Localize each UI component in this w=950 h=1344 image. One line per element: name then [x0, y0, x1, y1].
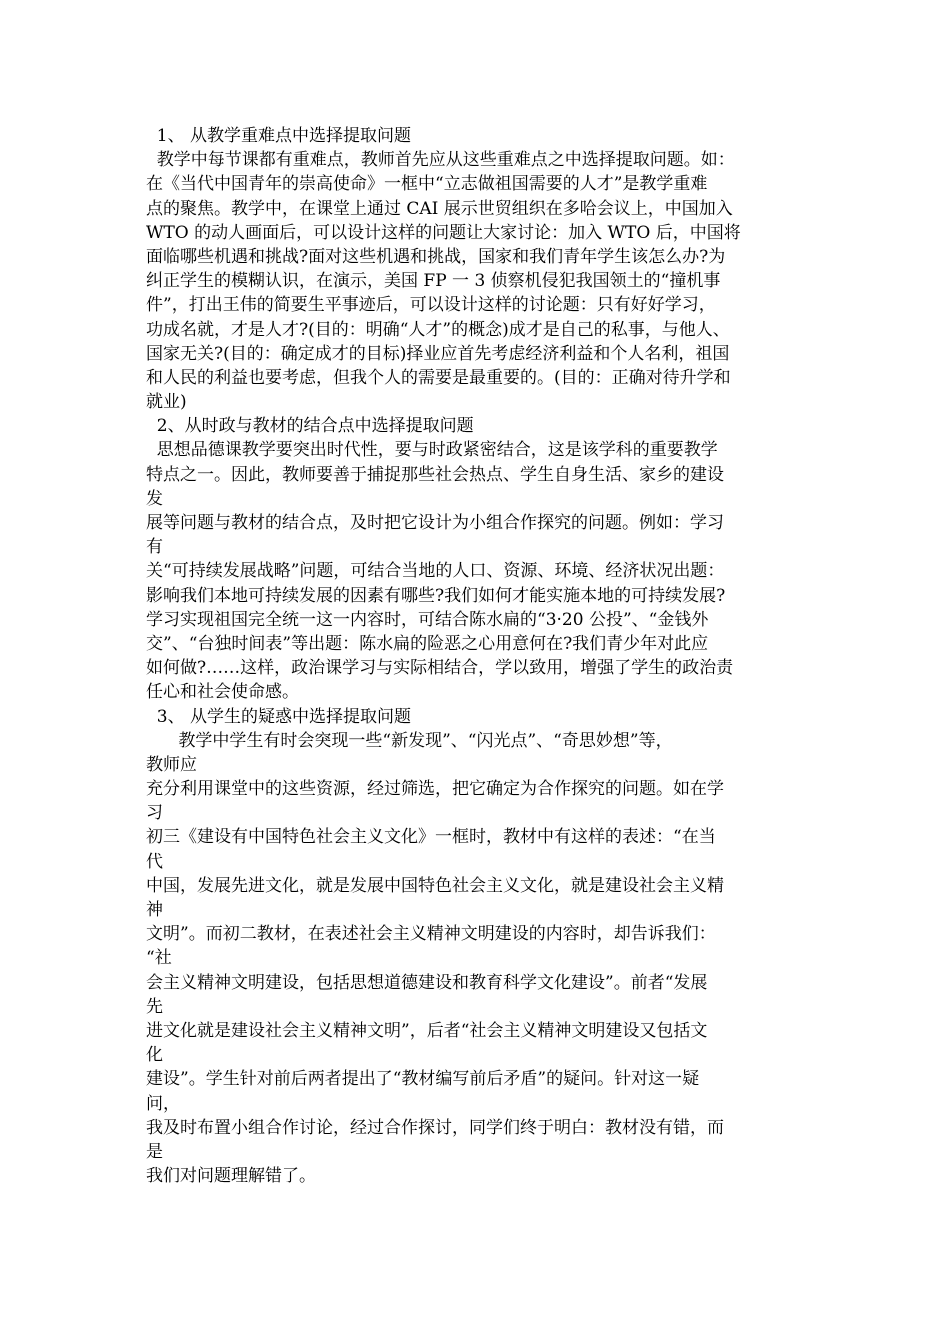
- text-line: 2、从时政与教材的结合点中选择提取问题: [146, 416, 474, 437]
- text-line: 特点之一。因此，教师要善于捕捉那些社会热点、学生自身生活、家乡的建设: [146, 464, 724, 485]
- text-line: 3、 从学生的疑惑中选择提取问题: [146, 706, 412, 727]
- text-line: 如何做?……这样，政治课学习与实际相结合，学以致用，增强了学生的政治责: [146, 658, 734, 679]
- text-line: 任心和社会使命感。: [146, 682, 299, 703]
- text-line: 建设”。学生针对前后两者提出了“教材编写前后矛盾”的疑问。针对这一疑: [146, 1069, 700, 1090]
- text-line: 进文化就是建设社会主义精神文明”，后者“社会主义精神文明建设又包括文: [146, 1020, 708, 1041]
- text-line: 化: [146, 1045, 163, 1066]
- text-line: 是: [146, 1141, 163, 1162]
- text-line: 国家无关?(目的：确定成才的目标)择业应首先考虑经济利益和个人名利，祖国: [146, 343, 730, 364]
- text-line: 有: [146, 537, 163, 558]
- text-line: 功成名就，才是人才?(目的：明确“人才”的概念)成才是自己的私事，与他人、: [146, 319, 730, 340]
- document-body: [146, 124, 826, 1188]
- text-line: 就业): [146, 392, 187, 413]
- text-line: 教学中学生有时会突现一些“新发现”、“闪光点”、“奇思妙想”等，: [146, 730, 673, 751]
- text-line: 教学中每节课都有重难点，教师首先应从这些重难点之中选择提取问题。如：: [146, 150, 735, 171]
- text-line: 影响我们本地可持续发展的因素有哪些?我们如何才能实施本地的可持续发展?: [146, 585, 726, 606]
- text-line: 教师应: [146, 754, 197, 775]
- text-line: 面临哪些机遇和挑战?面对这些机遇和挑战，国家和我们青年学生该怎么办?为: [146, 246, 726, 267]
- text-line: 件”，打出王伟的简要生平事迹后，可以设计这样的讨论题：只有好好学习，: [146, 295, 716, 316]
- text-line: 初三《建设有中国特色社会主义文化》一框时，教材中有这样的表述：“在当: [146, 827, 716, 848]
- text-line: 展等问题与教材的结合点，及时把它设计为小组合作探究的问题。例如：学习: [146, 513, 724, 533]
- text-line: 关“可持续发展战略”问题，可结合当地的人口、资源、环境、经济状况出题：: [146, 561, 725, 582]
- text-line: 在《当代中国青年的崇高使命》一框中“立志做祖国需要的人才”是教学重难: [146, 174, 708, 195]
- text-line: 文明”。而初二教材，在表述社会主义精神文明建设的内容时，却告诉我们：: [146, 924, 716, 945]
- text-line: 发: [146, 488, 163, 509]
- text-line: 交”、“台独时间表”等出题：陈水扁的险恶之心用意何在?我们青少年对此应: [146, 633, 709, 654]
- text-line: 代: [146, 851, 163, 872]
- text-line: WTO 的动人画面后，可以设计这样的问题让大家讨论：加入 WTO 后，中国将: [146, 222, 741, 243]
- text-line: 和人民的利益也要考虑，但我个人的需要是最重要的。(目的：正确对待升学和: [146, 367, 731, 388]
- text-line: 会主义精神文明建设，包括思想道德建设和教育科学文化建设”。前者“发展: [146, 972, 708, 993]
- text-line: 点的聚焦。教学中，在课堂上通过 CAI 展示世贸组织在多哈会议上，中国加入: [146, 198, 733, 219]
- text-line: 学习实现祖国完全统一这一内容时，可结合陈水扁的“3·20 公投”、“金钱外: [146, 609, 709, 630]
- text-line: 我们对问题理解错了。: [146, 1166, 316, 1187]
- text-line: 思想品德课教学要突出时代性，要与时政紧密结合，这是该学科的重要教学: [146, 440, 718, 461]
- text-line: 中国，发展先进文化，就是发展中国特色社会主义文化，就是建设社会主义精: [146, 875, 724, 896]
- text-line: 充分利用课堂中的这些资源，经过筛选，把它确定为合作探究的问题。如在学: [146, 779, 724, 800]
- text-line: 我及时布置小组合作讨论，经过合作探讨，同学们终于明白：教材没有错，而: [146, 1117, 724, 1138]
- text-line: 1、 从教学重难点中选择提取问题: [146, 126, 412, 146]
- text-line: 神: [146, 900, 163, 920]
- text-line: 先: [146, 996, 163, 1017]
- text-line: 习: [146, 803, 163, 824]
- text-line: 纠正学生的模糊认识，在演示，美国 FP 一 3 侦察机侵犯我国领土的“撞机事: [146, 271, 721, 292]
- text-line: “社: [146, 948, 172, 969]
- text-line: 问，: [146, 1093, 180, 1114]
